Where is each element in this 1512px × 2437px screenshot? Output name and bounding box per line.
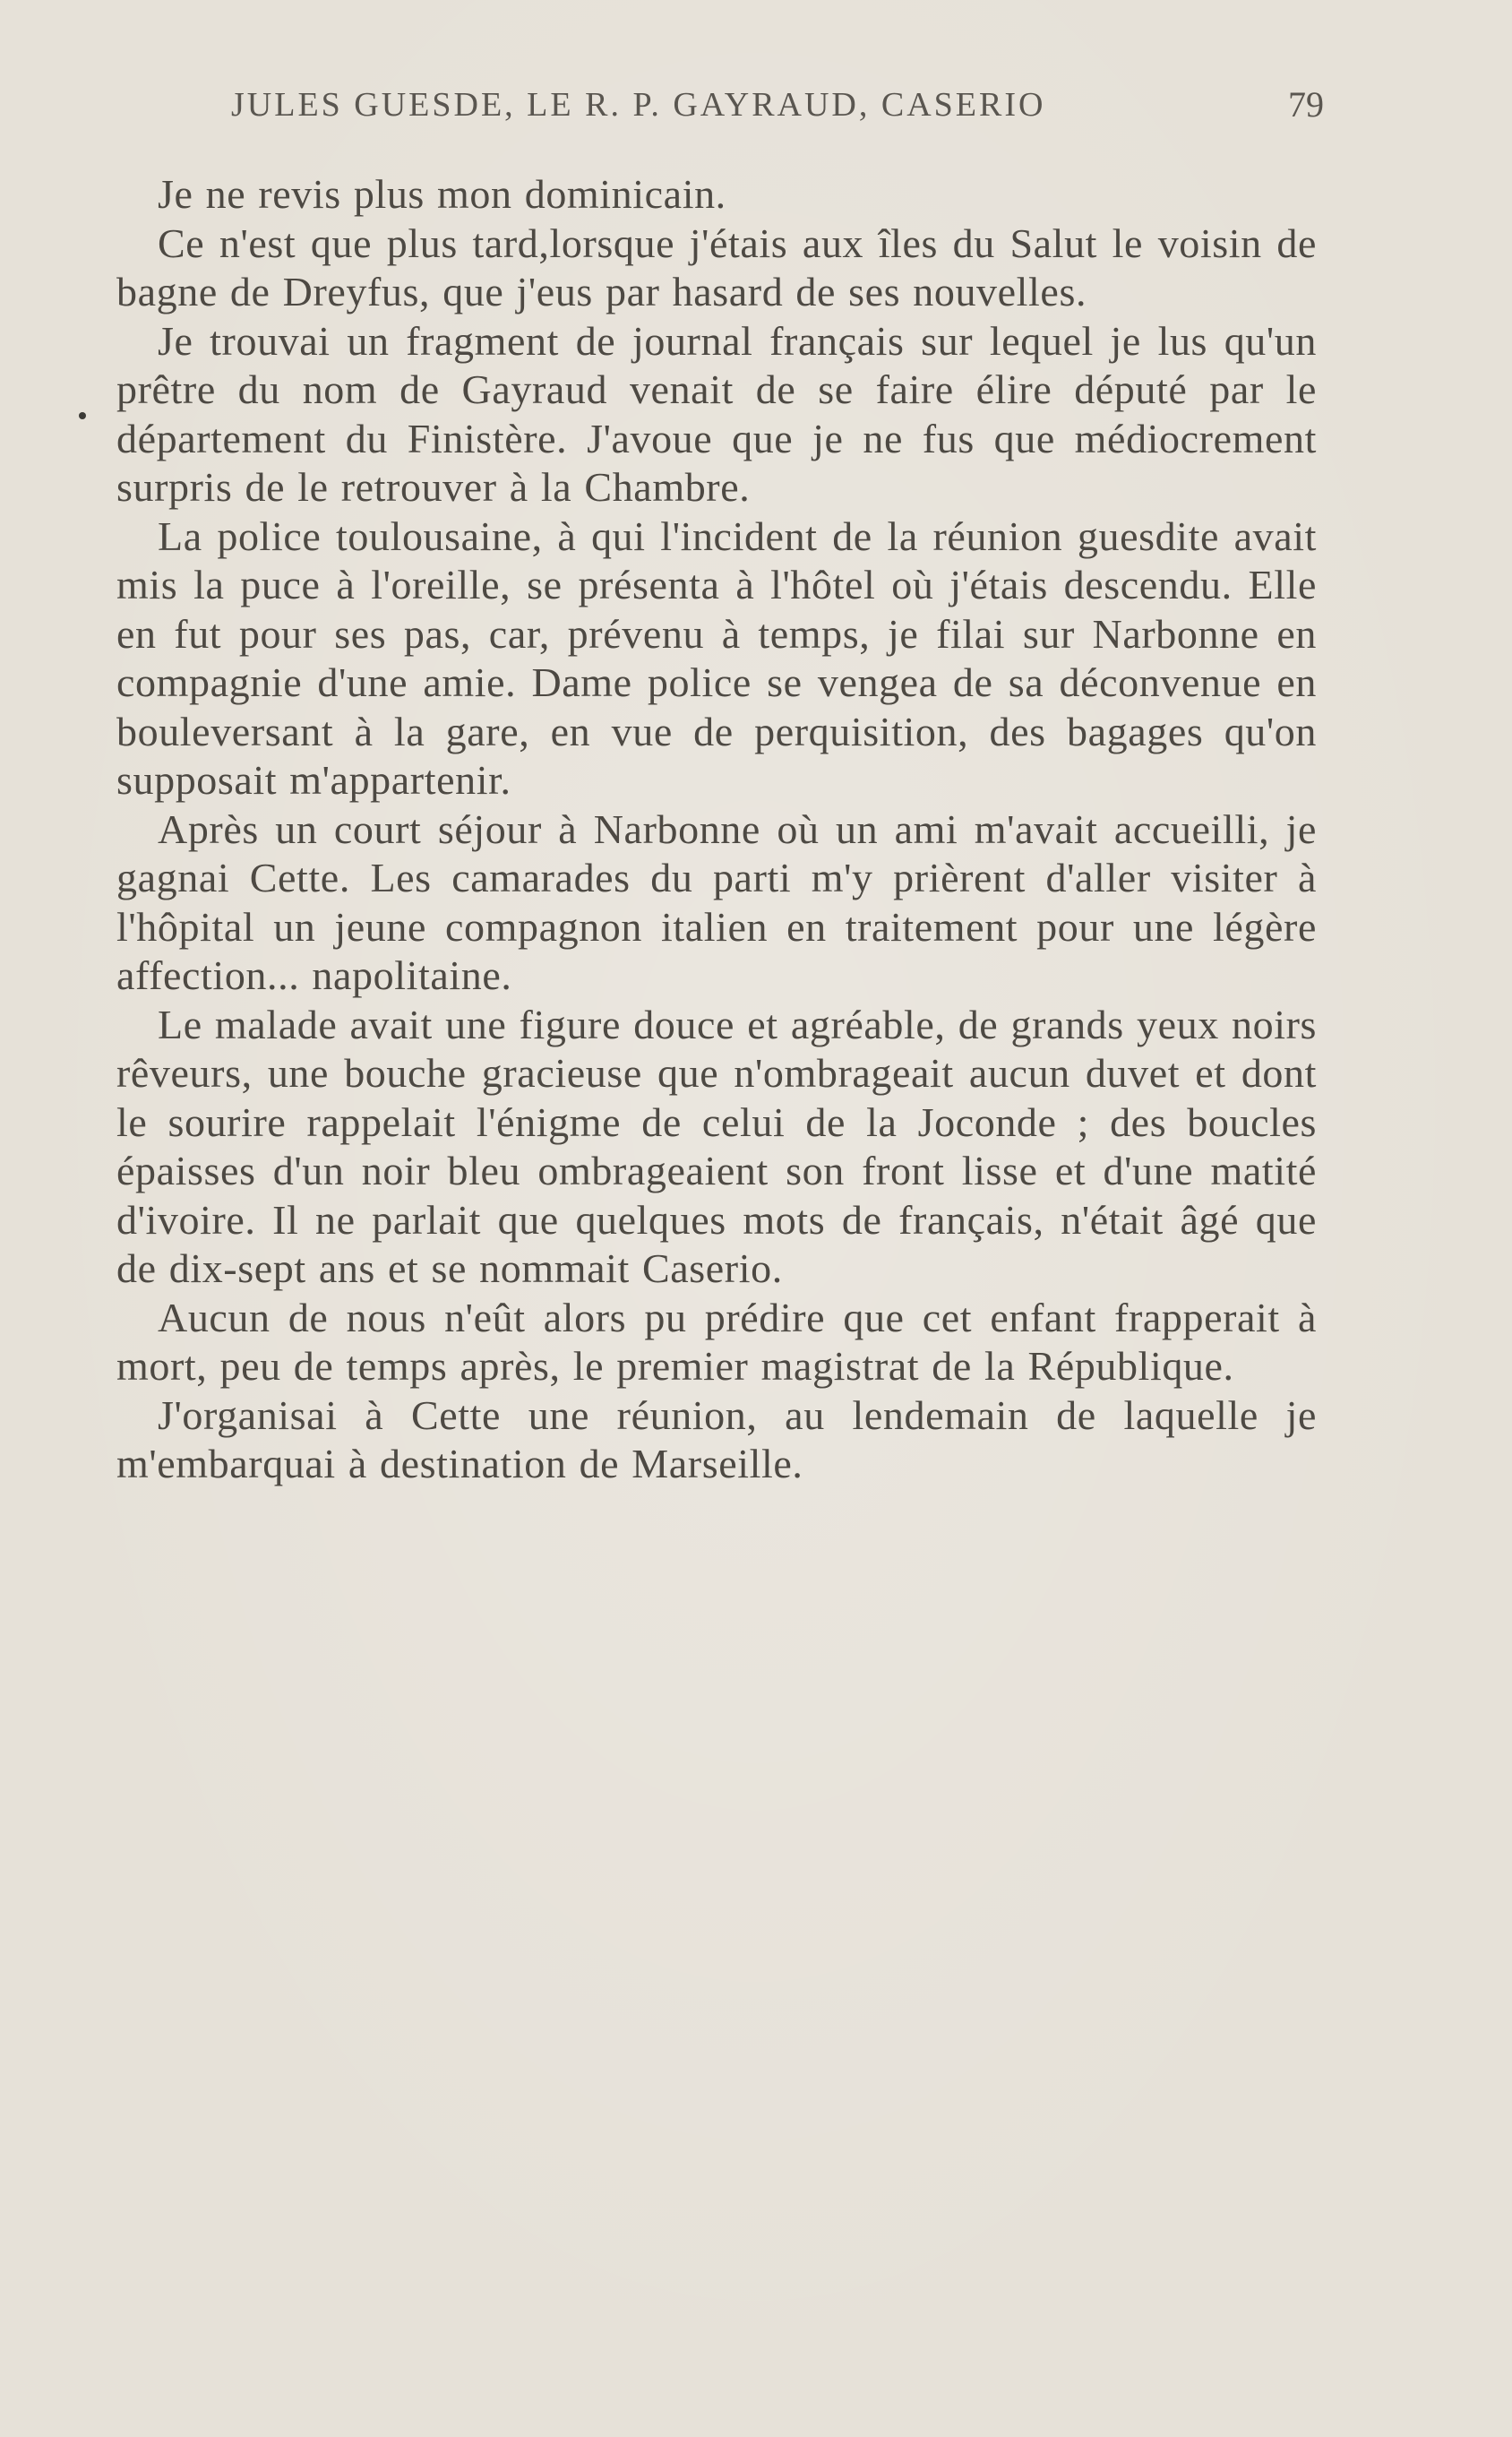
paragraph-1: Je ne revis plus mon dominicain. <box>158 171 726 217</box>
paragraph-4: La police toulousaine, à qui l'incident de la réunion guesdite avait mis la puce à l'oreille, se présenta à l'hôtel où j'étais descendu. Elle en fut pour ses pas, car, prévenu à temps, je filai sur Narbonne en compagnie d'une amie. Dame police se vengea de sa déconvenue en bouleversant à la gare, en vue de perquisition, des bagages qu'on supposait m'appartenir. <box>116 512 1317 803</box>
paragraph-3: Je trouvai un fragment de journal français sur lequel je lus qu'un prêtre du nom de Gayraud venait de se faire élire député par le département du Finistère. J'avoue que je ne fus que médiocrement surpris de le retrouver à la Chambre. <box>116 317 1317 510</box>
margin-mark <box>79 412 86 419</box>
running-head: JULES GUESDE, LE R. P. GAYRAUD, CASERIO <box>231 86 1046 124</box>
paragraph-5: Après un court séjour à Narbonne où un ami m'avait accueilli, je gagnai Cette. Les camarades du parti m'y prièrent d'aller visiter à l'hôpital un jeune compagnon italien en traitement pour une légère affection... napolitaine. <box>116 805 1317 998</box>
paragraph-8: J'organisai à Cette une réunion, au lendemain de laquelle je m'embarquai à destination de Marseille. <box>116 1391 1317 1486</box>
paragraph-6: Le malade avait une figure douce et agréable, de grands yeux noirs rêveurs, une bouche gracieuse que n'ombrageait aucun duvet et dont le sourire rappelait l'énigme de celui de la Joconde ; des boucles épaisses d'un noir bleu ombrageaient son front lisse et d'une matité d'ivoire. Il ne parlait que quelques mots de français, n'était âgé que de dix-sept ans et se nommait Caserio. <box>116 1001 1317 1291</box>
body-text <box>116 170 1317 1489</box>
paragraph-7: Aucun de nous n'eût alors pu prédire que cet enfant frapperait à mort, peu de temps après, le premier magistrat de la République. <box>116 1294 1317 1389</box>
paragraph-2: Ce n'est que plus tard,lorsque j'étais aux îles du Salut le voisin de bagne de Dreyfus, que j'eus par hasard de ses nouvelles. <box>116 220 1317 314</box>
page-number: 79 <box>1288 84 1324 125</box>
